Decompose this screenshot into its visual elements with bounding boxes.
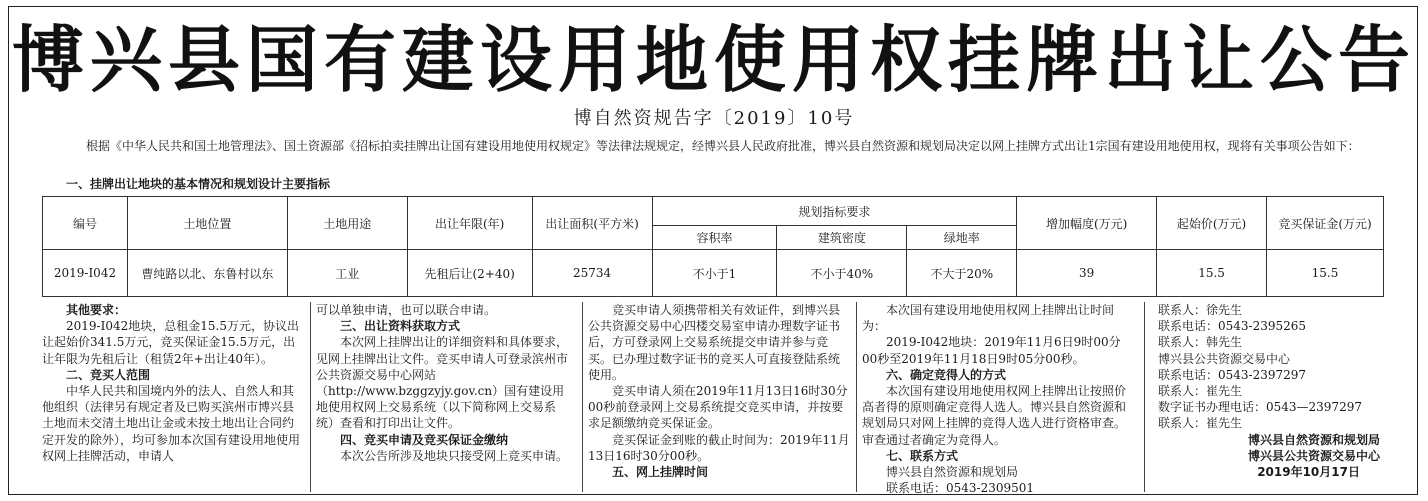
paragraph: 竞买申请人须携带相关有效证件，到博兴县公共资源交易中心四楼交易室申请办理数字证书后，方可登录网上交易系统提交申请并参与竞买。已办理过数字证书的竞买人可直接登陆系统使用。	[588, 303, 841, 382]
header-plan: 规划指标要求	[652, 197, 1017, 226]
certificate-phone: 数字证书办理电话：0543—2397297	[1158, 400, 1362, 415]
paragraph: 2019-I042地块，总租金15.5万元，协议出让起始价341.5万元，竞买保证金15.5万元，出让年限为先租后让（租赁2年+出让40年）。	[42, 319, 299, 366]
header-start-price: 起始价(万元)	[1157, 197, 1267, 250]
notice-title: 博兴县国有建设用地使用权挂牌出让公告	[11, 18, 1416, 102]
section7-heading: 七、联系方式	[886, 448, 959, 463]
cell-term: 先租后让(2+40)	[407, 250, 532, 297]
document-number: 博自然资规告字〔2019〕10号	[573, 108, 855, 129]
section3-heading: 三、出让资料获取方式	[340, 319, 461, 334]
header-density: 建筑密度	[777, 226, 907, 250]
cell-area: 25734	[532, 250, 652, 297]
paragraph: 可以单独申请，也可以联合申请。	[316, 303, 497, 317]
paragraph: 本次公告所涉及地块只接受网上竞买申请。	[340, 448, 569, 463]
paragraph: 2019-I042地块：2019年11月6日9时00分00秒至2019年11月18日9时05分00秒。	[862, 335, 1121, 366]
header-increment: 增加幅度(万元)	[1017, 197, 1157, 250]
contact-phone: 联系电话：0543-2397297	[1158, 367, 1307, 382]
cell-far: 不小于1	[652, 250, 777, 297]
contact-phone: 联系电话：0543-2309501	[886, 481, 1035, 496]
body-columns	[42, 302, 1384, 496]
header-deposit: 竞买保证金(万元)	[1267, 197, 1384, 250]
header-green: 绿地率	[907, 226, 1017, 250]
paragraph: 本次国有建设用地使用权网上挂牌出让按照价高者得的原则确定竞得人选人。博兴县自然资源和规划局只对网上挂牌的竞得人选人进行资格审查。审查通过者确定为竞得人。	[862, 384, 1127, 447]
contact-person: 联系人：崔先生	[1158, 384, 1243, 399]
contact-phone: 联系电话：0543-2395265	[1158, 319, 1307, 334]
cell-deposit: 15.5	[1267, 250, 1384, 297]
column-3	[588, 302, 850, 480]
header-far: 容积率	[652, 226, 777, 250]
contact-person: 联系人：徐先生	[1158, 303, 1243, 317]
paragraph: 竞买保证金到账的截止时间为：2019年11月13日16时30分00秒。	[588, 432, 850, 463]
paragraph: 竞买申请人须在2019年11月13日16时30分00秒前登录网上交易系统提交竞买申请，并按要求足额缴纳竞买保证金。	[588, 384, 848, 431]
column-5	[1158, 302, 1380, 480]
header-location: 土地位置	[127, 197, 287, 250]
section2-heading: 二、竞买人范围	[66, 367, 151, 382]
table-row	[43, 250, 1384, 297]
paragraph: 本次网上挂牌出让的详细资料和具体要求，见网上挂牌出让文件。竞买申请人可登录滨州市公共资源交易中心网站（http://www.bzggzyjy.gov.cn）国有建设用地使用权网上交易系统（以下简称网上交易系统）查看和打印出让文件。	[316, 335, 569, 431]
header-use: 土地用途	[287, 197, 407, 250]
header-area: 出让面积(平方米)	[532, 197, 652, 250]
notice-date: 2019年10月17日	[1257, 465, 1360, 480]
cell-density: 不小于40%	[777, 250, 907, 297]
contact-person: 联系人：崔先生	[1158, 416, 1243, 431]
signature-bureau: 博兴县自然资源和规划局	[1247, 432, 1380, 447]
header-term: 出让年限(年)	[407, 197, 532, 250]
parcel-table	[42, 196, 1384, 297]
header-no: 编号	[43, 197, 128, 250]
column-4	[862, 302, 1134, 496]
contact-person: 联系人：韩先生	[1158, 335, 1243, 350]
contact-org: 博兴县自然资源和规划局	[886, 465, 1019, 480]
cell-green: 不大于20%	[907, 250, 1017, 297]
section4-heading: 四、竞买申请及竞买保证金缴纳	[340, 432, 509, 447]
section5-heading: 五、网上挂牌时间	[612, 465, 709, 480]
contact-org: 博兴县公共资源交易中心	[1158, 351, 1291, 366]
signature-center: 博兴县公共资源交易中心	[1247, 448, 1380, 463]
column-1	[42, 302, 304, 464]
column-2	[316, 302, 574, 464]
intro-paragraph: 根据《中华人民共和国土地管理法》、国土资源部《招标拍卖挂牌出让国有建设用地使用权规定》等法律法规规定，经博兴县人民政府批准，博兴县自然资源和规划局决定以网上挂牌方式出让1宗国有建设用地使用权，现将有关事项公告如下：	[86, 139, 1360, 153]
section1-heading: 一、挂牌出让地块的基本情况和规划设计主要指标	[66, 177, 331, 191]
cell-start-price: 15.5	[1157, 250, 1267, 297]
cell-use: 工业	[287, 250, 407, 297]
cell-no: 2019-I042	[43, 250, 128, 297]
cell-increment: 39	[1017, 250, 1157, 297]
other-requirements-heading: 其他要求：	[66, 303, 127, 317]
paragraph: 本次国有建设用地使用权网上挂牌出让时间为：	[862, 303, 1115, 334]
paragraph: 中华人民共和国境内外的法人、自然人和其他组织（法律另有规定者及已购买滨州市博兴县土地而未交清土地出让金或未按土地出让合同约定开发的除外），均可参加本次国有建设用地使用权网上挂牌活动，申请人	[42, 384, 301, 463]
cell-location: 曹纯路以北、东鲁村以东	[127, 250, 287, 297]
section6-heading: 六、确定竞得人的方式	[886, 367, 1007, 382]
